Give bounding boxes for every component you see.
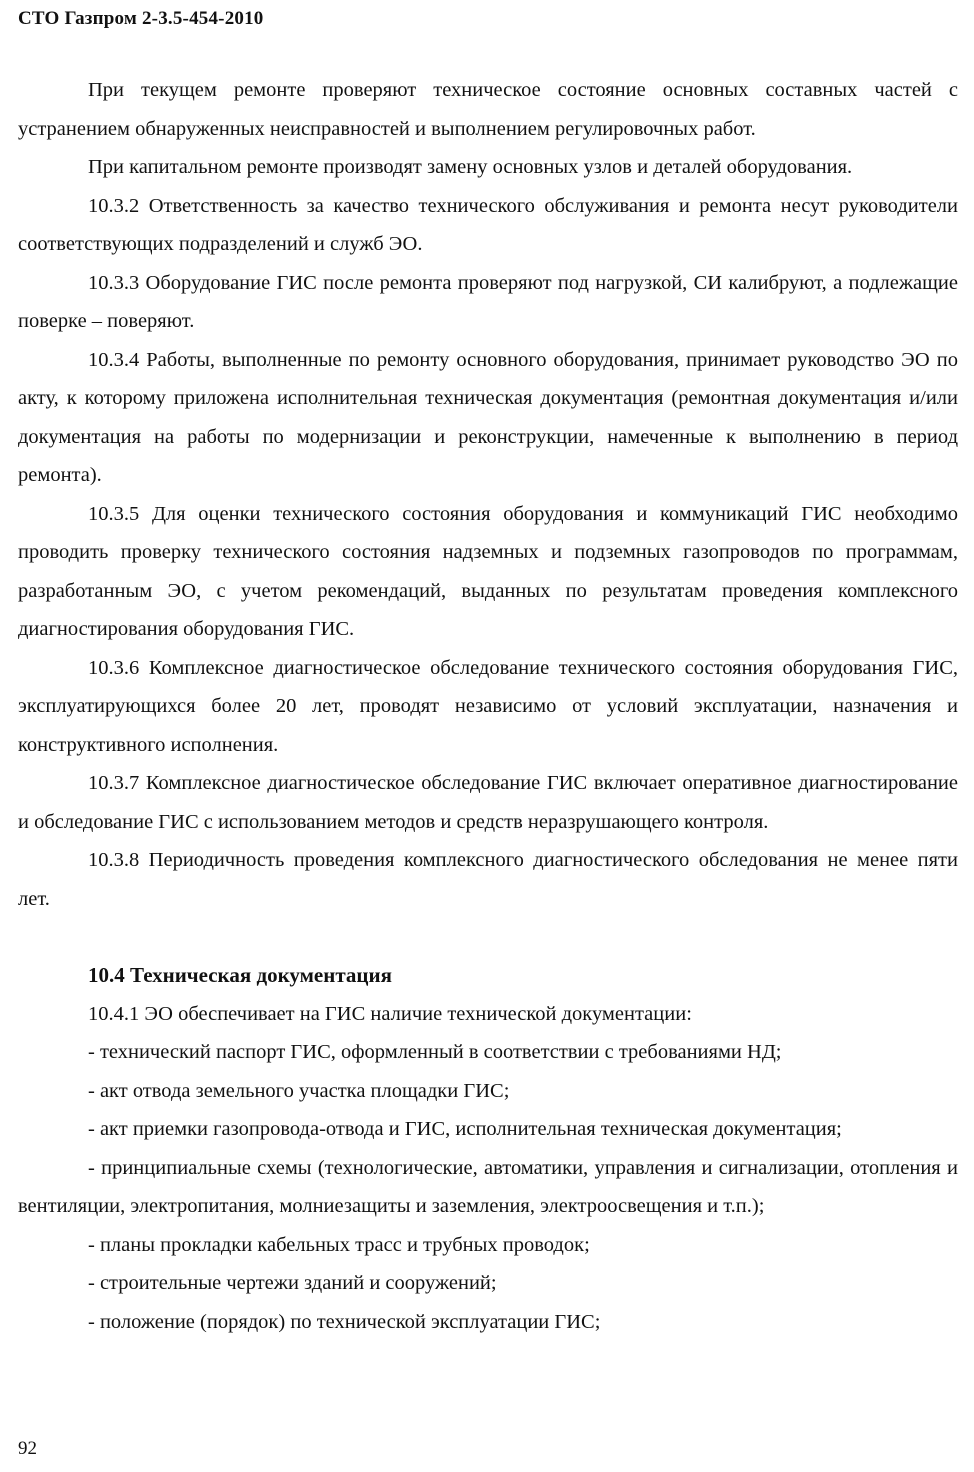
list-item: - планы прокладки кабельных трасс и трубных проводок; (88, 1233, 590, 1256)
list-item: - акт отвода земельного участка площадки ГИС; (88, 1079, 510, 1102)
list-item: - акт приемки газопровода-отвода и ГИС, исполнительная техническая документация; (88, 1118, 842, 1140)
document-header: СТО Газпром 2-3.5-454-2010 (18, 8, 264, 29)
list-item: - технический паспорт ГИС, оформленный в соответствии с требованиями НД; (88, 1041, 782, 1063)
paragraph-10-3-7: 10.3.7 Комплексное диагностическое обследование ГИС включает оперативное диагностирование и обследование ГИС с использованием методов и средств неразрушающего контроля. (18, 772, 958, 833)
paragraph-capital-repair: При капитальном ремонте производят замену основных узлов и деталей оборудования. (88, 156, 853, 178)
paragraph-10-3-5: 10.3.5 Для оценки технического состояния оборудования и коммуникаций ГИС необходимо проводить проверку технического состояния надземных и подземных газопроводов по программам, разработанным ЭО, с учетом рекомендаций, выданных по результатам проведения комплексного диагностирования оборудования ГИС. (18, 502, 958, 640)
paragraph-current-repair: При текущем ремонте проверяют техническое состояние основных составных частей с устранением обнаруженных неисправностей и выполнением регулировочных работ. (18, 79, 958, 140)
paragraph-10-3-6: 10.3.6 Комплексное диагностическое обследование технического состояния оборудования ГИС, эксплуатирующихся более 20 лет, проводят независимо от условий эксплуатации, назначения и конструктивного исполнения. (18, 656, 958, 756)
list-item: - принципиальные схемы (технологические, автоматики, управления и сигнализации, отопления и вентиляции, электропитания, молниезащиты и заземления, электроосвещения и т.п.); (18, 1156, 958, 1217)
list-item: - строительные чертежи зданий и сооружений; (88, 1272, 497, 1294)
document-body (18, 71, 958, 1341)
paragraph-10-3-3: 10.3.3 Оборудование ГИС после ремонта проверяют под нагрузкой, СИ калибруют, а подлежащие поверке – поверяют. (18, 271, 958, 332)
paragraph-10-3-8: 10.3.8 Периодичность проведения комплексного диагностического обследования не менее пяти лет. (18, 849, 958, 910)
paragraph-10-3-2: 10.3.2 Ответственность за качество технического обслуживания и ремонта несут руководители соответствующих подразделений и служб ЭО. (18, 194, 958, 255)
paragraph-10-3-4: 10.3.4 Работы, выполненные по ремонту основного оборудования, принимает руководство ЭО по акту, к которому приложена исполнительная техническая документация (ремонтная документация и/или документация на работы по модернизации и реконструкции, намеченные к выполнению в период ремонта). (18, 348, 958, 486)
list-item: - положение (порядок) по технической эксплуатации ГИС; (88, 1310, 601, 1333)
page-number: 92 (18, 1438, 37, 1459)
section-intro: 10.4.1 ЭО обеспечивает на ГИС наличие технической документации: (88, 1002, 692, 1025)
section-heading: 10.4 Техническая документация (88, 963, 392, 987)
